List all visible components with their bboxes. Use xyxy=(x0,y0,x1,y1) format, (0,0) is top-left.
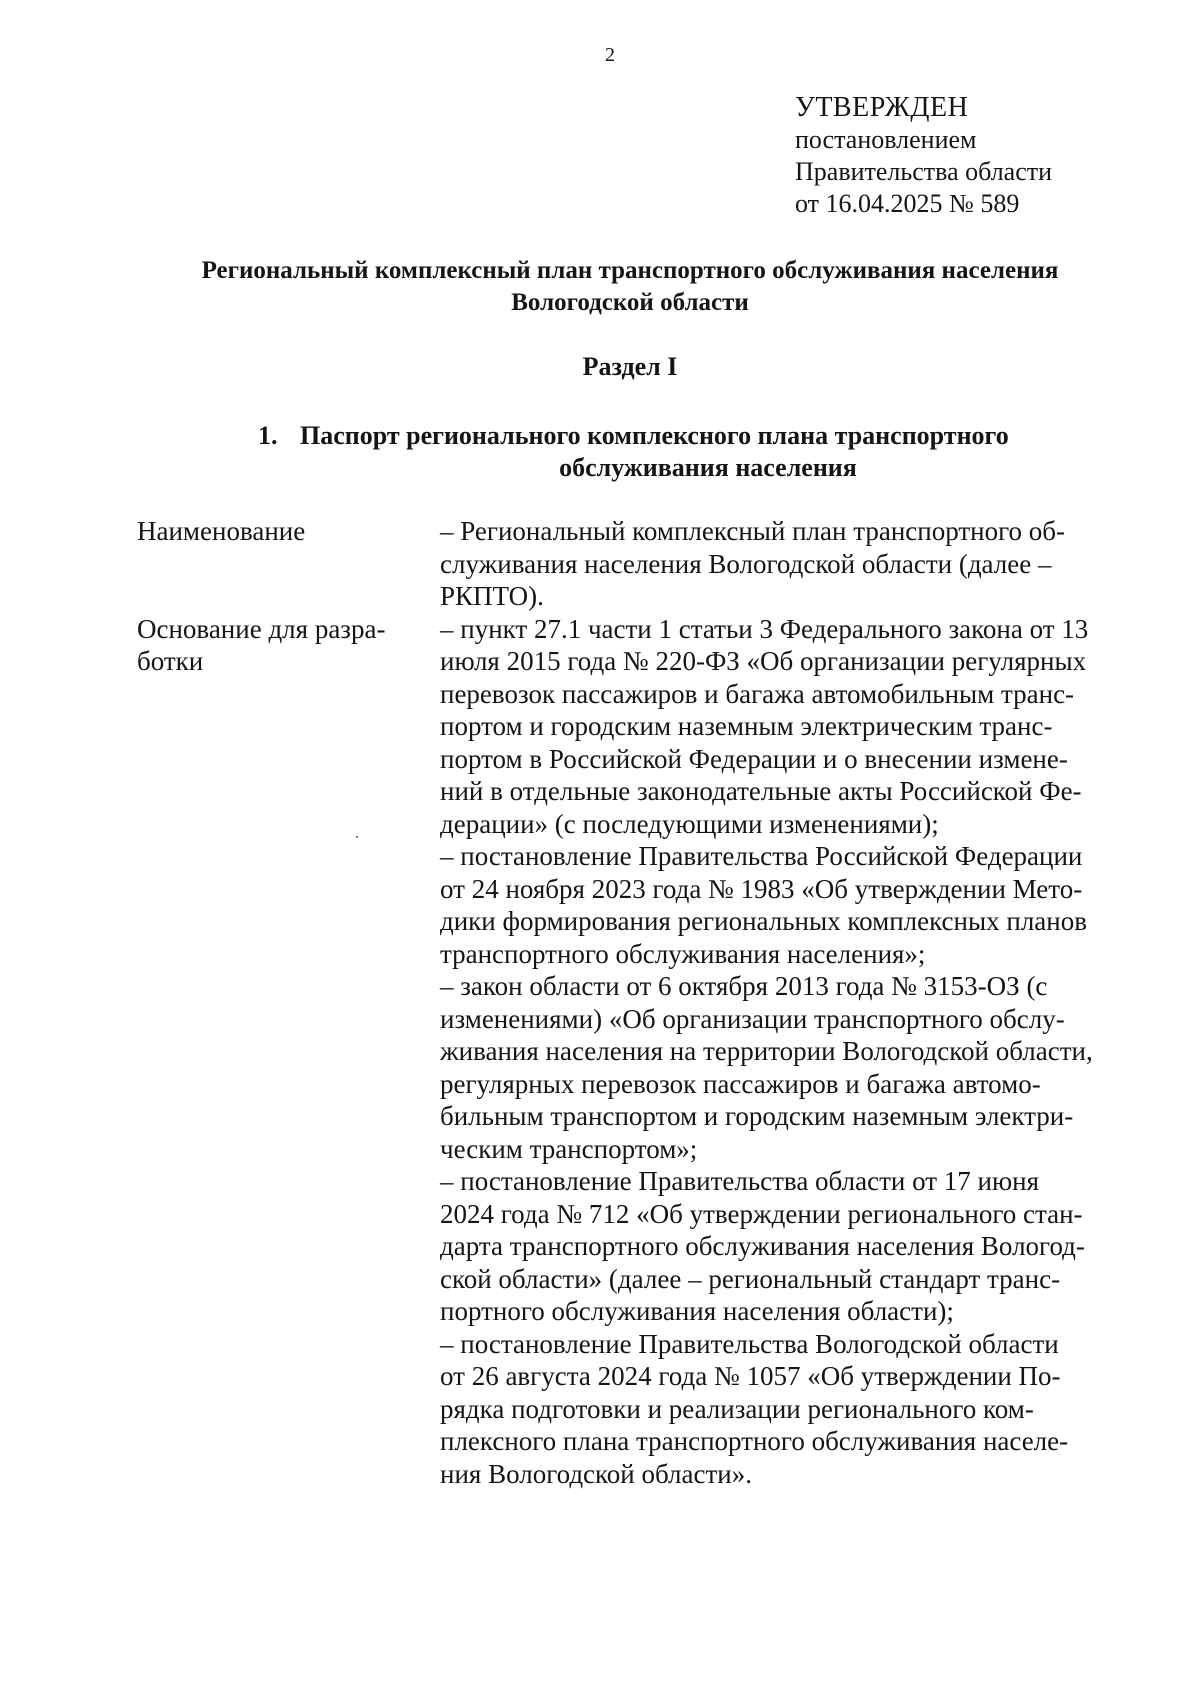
passport-row xyxy=(137,613,1137,1491)
passport-value-line: портного обслуживания населения области); xyxy=(440,1296,954,1326)
approval-date-number: от 16.04.2025 № 589 xyxy=(795,189,1020,218)
passport-value-line: – закон области от 6 октября 2013 года № 3153-ОЗ (с xyxy=(440,971,1048,1001)
passport-value-line: рядка подготовки и реализации регионального ком- xyxy=(440,1393,1034,1424)
passport-value-line: регулярных перевозок пассажиров и багажа автомо- xyxy=(440,1068,1041,1099)
passport-value-line: – пункт 27.1 части 1 статьи 3 Федерального закона от 13 xyxy=(440,613,1089,644)
passport-label-line: Наименование xyxy=(137,516,306,546)
passport-heading-number: 1. xyxy=(258,421,278,450)
passport-value-line: портом в Российской Федерации и о внесении измене- xyxy=(440,743,1068,774)
passport-value-line: ческим транспортом»; xyxy=(440,1133,698,1164)
passport-label-line: Основание для разра- xyxy=(137,613,386,644)
passport-value-line: плексного плана транспортного обслуживания населе- xyxy=(440,1426,1069,1456)
passport-heading xyxy=(258,420,1138,484)
passport-heading-line: обслуживания населения xyxy=(559,453,857,482)
passport-value-line: ний в отдельные законодательные акты Российской Фе- xyxy=(440,776,1082,806)
passport-value-line: от 24 ноября 2023 года № 1983 «Об утверждении Мето- xyxy=(440,873,1083,904)
passport-value-line: ния Вологодской области». xyxy=(440,1458,752,1489)
passport-value-line: перевозок пассажиров и багажа автомобильным транс- xyxy=(440,678,1075,709)
passport-value-line: – Региональный комплексный план транспортного об- xyxy=(440,516,1065,546)
approval-status: УТВЕРЖДЕН xyxy=(795,92,969,123)
passport-heading-line: Паспорт регионального комплексного плана транспортного xyxy=(300,421,1009,450)
passport-value-line: ской области» (далее – региональный стандарт транс- xyxy=(440,1263,1061,1294)
document-title-line: Региональный комплексный план транспортного обслуживания населения xyxy=(201,257,1059,284)
passport-label xyxy=(137,515,440,613)
approval-line: постановлением xyxy=(795,125,977,154)
passport-value-line: 2024 года № 712 «Об утверждении регионального стан- xyxy=(440,1198,1083,1229)
section-title: Раздел I xyxy=(582,352,678,381)
approval-stamp xyxy=(795,92,1175,220)
passport-value-line: июля 2015 года № 220-ФЗ «Об организации регулярных xyxy=(440,646,1087,676)
passport-label xyxy=(137,613,440,1491)
passport-value-line: – постановление Правительства области от 17 июня xyxy=(440,1166,1039,1196)
passport-value-line: бильным транспортом и городским наземным электри- xyxy=(440,1101,1074,1131)
passport-value-line: от 26 августа 2024 года № 1057 «Об утверждении По- xyxy=(440,1361,1061,1391)
passport-value-line: – постановление Правительства Вологодской области xyxy=(440,1328,1059,1359)
passport-table xyxy=(137,515,1137,1490)
passport-value-line: дарта транспортного обслуживания населения Вологод- xyxy=(440,1231,1085,1261)
passport-value-line: транспортного обслуживания населения»; xyxy=(440,938,926,969)
passport-row xyxy=(137,515,1137,613)
passport-value-line: РКПТО). xyxy=(440,581,544,611)
passport-value-line: живания населения на территории Вологодской области, xyxy=(440,1036,1093,1066)
passport-value-line: служивания населения Вологодской области (далее – xyxy=(440,548,1052,579)
passport-label-line: ботки xyxy=(137,646,204,676)
page-number: 2 xyxy=(605,44,615,66)
passport-value xyxy=(440,613,1137,1491)
approval-line: Правительства области xyxy=(795,157,1053,186)
passport-value-line: дерации» (с последующими изменениями); xyxy=(440,808,939,839)
document-title-line: Вологодской области xyxy=(511,289,749,316)
scan-speck xyxy=(356,836,358,838)
passport-value-line: – постановление Правительства Российской Федерации xyxy=(440,841,1083,871)
passport-value-line: портом и городским наземным электрическим транс- xyxy=(440,711,1053,741)
passport-value-line: изменениями) «Об организации транспортного обслу- xyxy=(440,1003,1065,1034)
document-title xyxy=(120,255,1140,319)
passport-value-line: дики формирования региональных комплексных планов xyxy=(440,906,1087,936)
passport-value xyxy=(440,515,1137,613)
